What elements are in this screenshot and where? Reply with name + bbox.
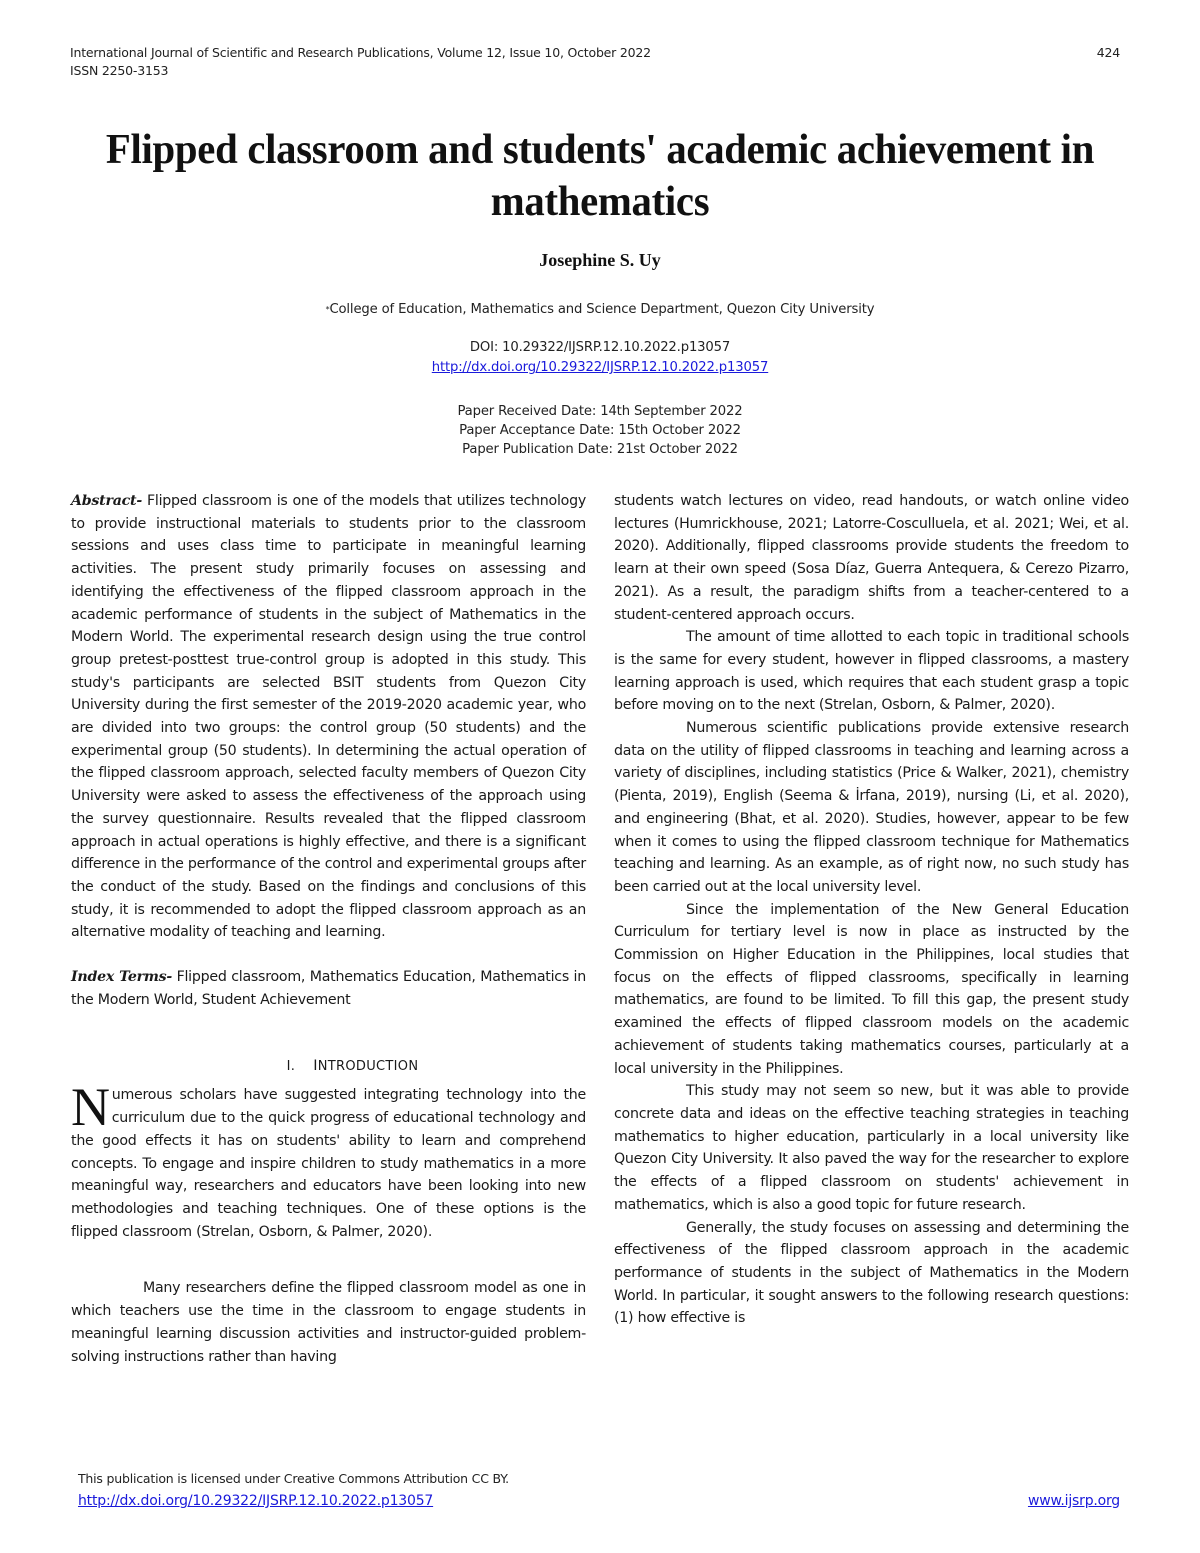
index-terms-text: Flipped classroom, Mathematics Education, Mathematics in the Modern World, Student Achievement — [71, 969, 586, 1008]
section-heading-initial: I — [313, 1058, 318, 1075]
abstract — [71, 490, 586, 944]
acceptance-date: Paper Acceptance Date: 15th October 2022 — [459, 423, 741, 438]
affiliation-text: College of Education, Mathematics and Science Department, Quezon City University — [329, 302, 875, 317]
right-paragraph-5: This study may not seem so new, but it was able to provide concrete data and ideas on the effective teaching strategies in teaching mathematics to higher education, particularly in a local university like Quezon City University. It also paved the way for the researcher to explore the effects of a flipped classroom on students' achievement in mathematics, which is also a good topic for future research. — [614, 1083, 1129, 1213]
doi-link[interactable]: http://dx.doi.org/10.29322/IJSRP.12.10.2022.p13057 — [431, 360, 769, 375]
paper-title: Flipped classroom and students' academic achievement in mathematics — [105, 127, 1095, 225]
page-number: 424 — [1096, 45, 1120, 60]
section-heading-introduction — [71, 1055, 586, 1078]
intro-paragraph-1-text: umerous scholars have suggested integrating technology into the curriculum due to the quick progress of educational technology and the good effects it has on students' ability to learn and comprehend concepts. To engage and inspire children to study mathematics in a more meaningful way, researchers and educators have been looking into new methodologies and teaching techniques. One of these options is the flipped classroom (Strelan, Osborn, & Palmer, 2020). — [71, 1087, 586, 1240]
right-column — [614, 490, 1129, 1330]
affiliation-marker: * — [325, 305, 330, 314]
abstract-label: Abstract- — [71, 493, 142, 509]
received-date: Paper Received Date: 14th September 2022 — [457, 404, 743, 419]
intro-paragraph-1 — [71, 1077, 586, 1243]
right-paragraph-2: The amount of time allotted to each topic in traditional schools is the same for every student, however in flipped classrooms, a mastery learning approach is used, which requires that each student grasp a topic before moving on to the next (Strelan, Osborn, & Palmer, 2020). — [614, 629, 1129, 714]
right-paragraph-3: Numerous scientific publications provide extensive research data on the utility of flipped classrooms in teaching and learning across a variety of disciplines, including statistics (Price & Walker, 2021), chemistry (Pienta, 2019), English (Seema & İrfana, 2019), nursing (Li, et al. 2020), and engineering (Bhat, et al. 2020). Studies, however, appear to be few when it comes to using the flipped classroom technique for Mathematics teaching and learning. As an example, as of right now, no such study has been carried out at the local university level. — [614, 720, 1129, 895]
page-footer — [78, 1468, 1120, 1512]
author-name: Josephine S. Uy — [539, 250, 661, 270]
running-header — [70, 44, 1120, 80]
journal-line: International Journal of Scientific and Research Publications, Volume 12, Issue 10, October 2022 — [70, 45, 651, 60]
intro-paragraph-2: Many researchers define the flipped classroom model as one in which teachers use the time in the classroom to engage students in meaningful learning discussion activities and instructor-guided problem-solving instructions rather than having — [71, 1280, 586, 1365]
index-terms-label: Index Terms- — [71, 969, 172, 986]
paper-dates — [0, 402, 1200, 459]
issn-line: ISSN 2250-3153 — [70, 63, 169, 78]
section-number: I. — [286, 1059, 296, 1075]
doi-block — [0, 338, 1200, 378]
footer-doi-link[interactable]: http://dx.doi.org/10.29322/IJSRP.12.10.2022.p13057 — [78, 1493, 434, 1509]
drop-cap: N — [71, 1077, 110, 1138]
right-paragraph-4: Since the implementation of the New General Education Curriculum for tertiary level is now in place as instructed by the Commission on Higher Education in the Philippines, local studies that focus on the effects of flipped classrooms, specifically in learning mathematics, are found to be limited. To fill this gap, the present study examined the effects of flipped classroom models on the academic achievement of students taking mathematics courses, particularly at a local university in the Philippines. — [614, 901, 1129, 1077]
right-paragraph-6: Generally, the study focuses on assessing and determining the effectiveness of the flipped classroom approach in the academic performance of students in the subject of Mathematics in the Modern World. In particular, it sought answers to the following research questions: (1) how effective is — [614, 1219, 1129, 1327]
affiliation — [0, 300, 1200, 320]
index-terms — [71, 966, 586, 1011]
publication-date: Paper Publication Date: 21st October 2022 — [462, 442, 738, 457]
journal-site-link[interactable]: www.ijsrp.org — [1027, 1493, 1120, 1509]
left-column — [71, 490, 586, 1368]
section-heading-rest: NTRODUCTION — [317, 1059, 419, 1075]
license-text: This publication is licensed under Creative Commons Attribution CC BY. — [78, 1471, 509, 1486]
right-paragraph-1: students watch lectures on video, read handouts, or watch online video lectures (Humrickhouse, 2021; Latorre-Cosculluela, et al. 2021; Wei, et al. 2020). Additionally, flipped classrooms provide students the freedom to learn at their own speed (Sosa Díaz, Guerra Antequera, & Cerezo Pizarro, 2021). As a result, the paradigm shifts from a teacher-centered to a student-centered approach occurs. — [614, 493, 1129, 623]
doi-label: DOI: 10.29322/IJSRP.12.10.2022.p13057 — [469, 340, 731, 355]
abstract-text: Flipped classroom is one of the models that utilizes technology to provide instructional materials to students prior to the classroom sessions and uses class time to participate in meaningful learning activities. The present study primarily focuses on assessing and identifying the effectiveness of the flipped classroom approach in the academic performance of students in the subject of Mathematics in the Modern World. The experimental research design using the true control group pretest-posttest true-control group is adopted in this study. This study's participants are selected BSIT students from Quezon City University during the first semester of the 2019-2020 academic year, who are divided into two groups: the control group (50 students) and the experimental group (50 students). In determining the actual operation of the flipped classroom approach, selected faculty members of Quezon City University were asked to assess the effectiveness of the approach using the survey questionnaire. Results revealed that the flipped classroom approach in actual operations is highly effective, and there is a significant difference in the performance of the control and experimental groups after the conduct of the study. Based on the findings and conclusions of this study, it is recommended to adopt the flipped classroom approach as an alternative modality of teaching and learning. — [71, 493, 586, 941]
